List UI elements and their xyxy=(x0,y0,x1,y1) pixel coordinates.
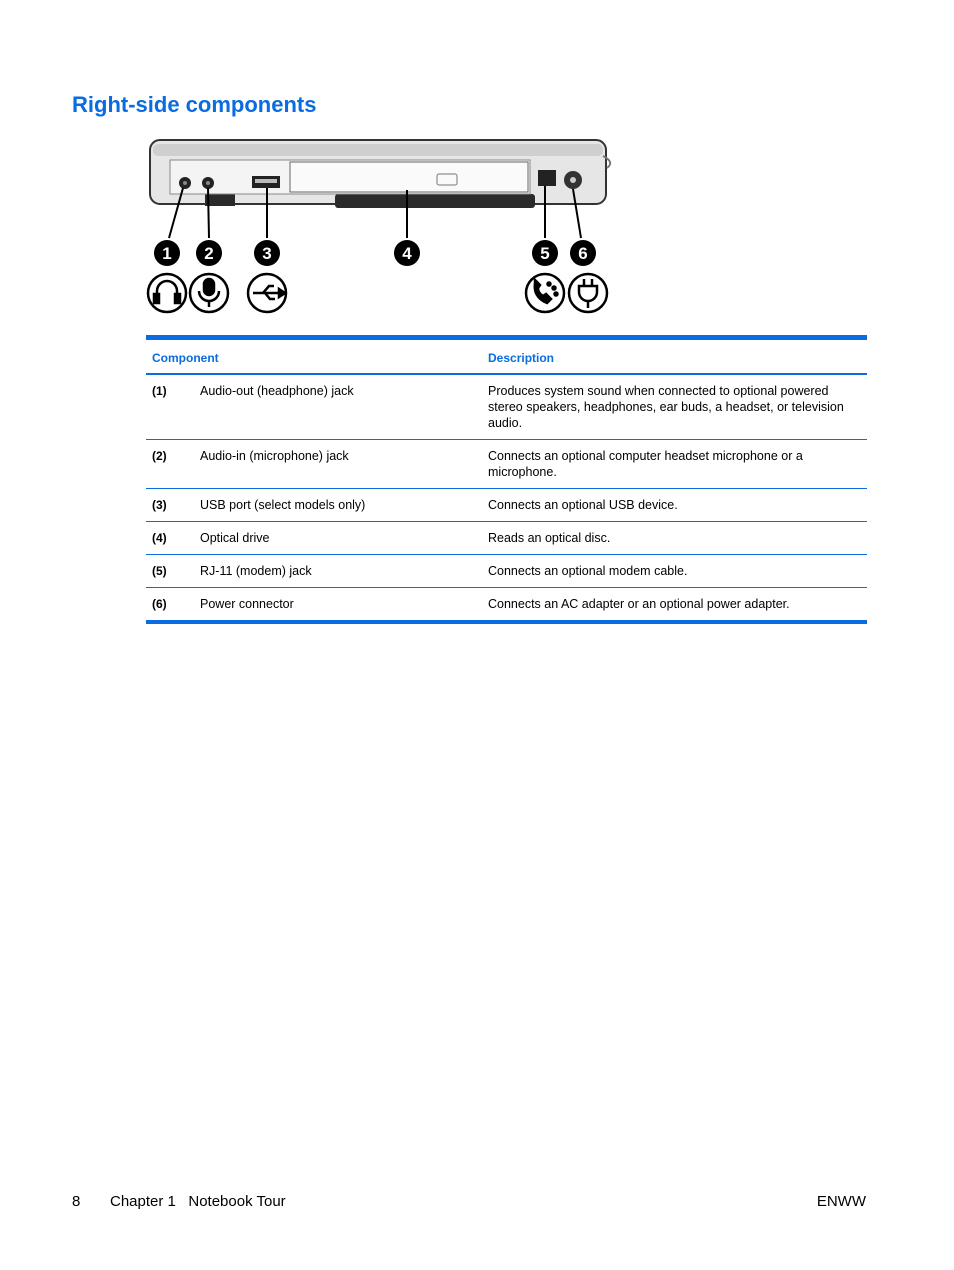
callout-2 xyxy=(196,240,222,266)
column-header-component: Component xyxy=(146,338,482,375)
table-header-row xyxy=(146,338,867,375)
table-row xyxy=(146,440,867,489)
footer-page-number: 8 xyxy=(72,1193,81,1210)
table-row xyxy=(146,522,867,555)
component-number: (3) xyxy=(146,489,194,522)
usb-icon xyxy=(248,274,286,312)
component-name: RJ-11 (modem) jack xyxy=(194,555,482,588)
component-number: (6) xyxy=(146,588,194,623)
power-icon xyxy=(569,274,607,312)
callout-5 xyxy=(532,240,558,266)
component-description: Connects an optional USB device. xyxy=(482,489,867,522)
component-number: (1) xyxy=(152,384,167,398)
headphone-icon xyxy=(148,274,186,312)
component-description: Produces system sound when connected to optional powered stereo speakers, headphones, ear buds, a headset, or television audio. xyxy=(488,384,844,430)
callout-4-label: 4 xyxy=(402,244,412,263)
component-name: Audio-out (headphone) jack xyxy=(200,384,354,398)
component-number: (5) xyxy=(146,555,194,588)
component-description: Reads an optical disc. xyxy=(482,522,867,555)
column-header-description: Description xyxy=(482,338,867,375)
callout-1 xyxy=(154,240,180,266)
callout-3 xyxy=(254,240,280,266)
callout-6-label: 6 xyxy=(578,244,588,263)
component-number: (2) xyxy=(146,440,194,489)
table-row xyxy=(146,489,867,522)
component-number: (4) xyxy=(146,522,194,555)
notebook-right-side-figure xyxy=(145,136,625,320)
modem-icon xyxy=(526,274,564,312)
component-name: USB port (select models only) xyxy=(194,489,482,522)
component-name: Power connector xyxy=(194,588,482,623)
component-name: Optical drive xyxy=(194,522,482,555)
component-name: Audio-in (microphone) jack xyxy=(194,440,482,489)
notebook-illustration xyxy=(150,140,610,238)
callout-5-label: 5 xyxy=(540,244,550,263)
callout-4 xyxy=(394,240,420,266)
components-table xyxy=(146,335,867,624)
table-row xyxy=(146,374,867,440)
page-title: Right-side components xyxy=(72,92,317,117)
callout-1-label: 1 xyxy=(162,244,172,263)
callout-3-label: 3 xyxy=(262,244,272,263)
component-description: Connects an optional modem cable. xyxy=(482,555,867,588)
footer-chapter: Chapter 1 Notebook Tour xyxy=(110,1193,286,1210)
callout-6 xyxy=(570,240,596,266)
table-row xyxy=(146,588,867,623)
component-description: Connects an optional computer headset microphone or a microphone. xyxy=(482,440,867,489)
callout-2-label: 2 xyxy=(204,244,214,263)
component-description: Connects an AC adapter or an optional power adapter. xyxy=(482,588,867,623)
footer-doc-code: ENWW xyxy=(816,1193,866,1210)
table-row xyxy=(146,555,867,588)
microphone-icon xyxy=(190,274,228,312)
